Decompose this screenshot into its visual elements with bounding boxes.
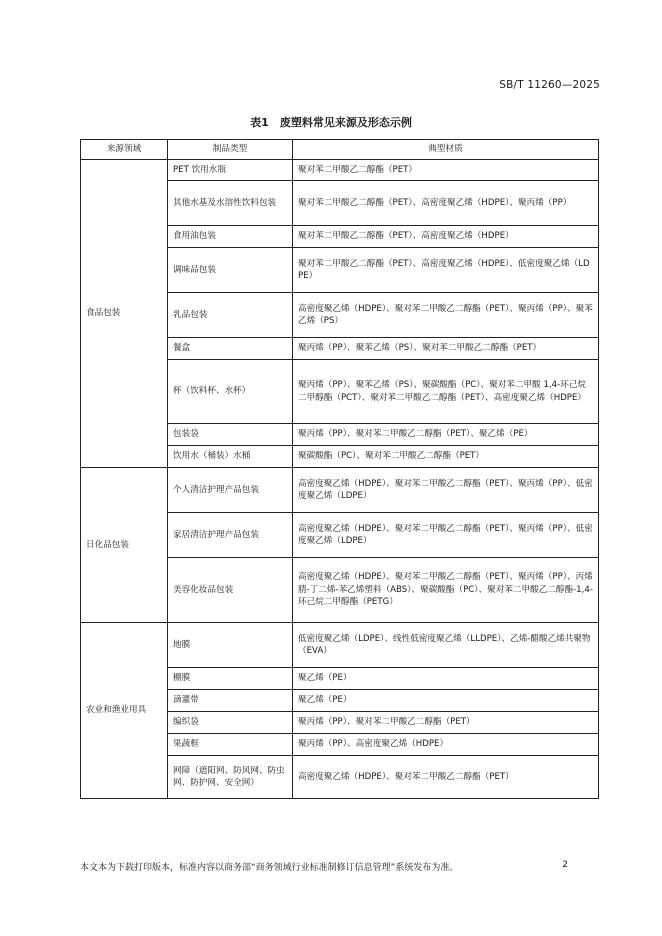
table-row [81, 623, 599, 668]
product-cell: 棚膜 [168, 668, 293, 690]
product-cell: 食用油包装 [168, 226, 293, 248]
product-cell: 网障（遮阳网、防风网、防虫网、防护网、安全网） [168, 756, 293, 799]
column-header-domain: 来源领域 [81, 140, 168, 160]
material-cell: 聚丙烯（PP）、聚苯乙烯（PS）、聚对苯二甲酸乙二醇酯（PET） [293, 338, 599, 360]
product-cell: 地膜 [168, 623, 293, 668]
material-cell: 聚对苯二甲酸乙二醇酯（PET）、高密度聚乙烯（HDPE）、低密度聚乙烯（LDPE） [293, 248, 599, 293]
material-cell: 聚碳酸酯（PC）、聚对苯二甲酸乙二醇酯（PET） [293, 446, 599, 468]
product-cell: 家居清洁护理产品包装 [168, 513, 293, 558]
product-cell: 乳品包装 [168, 293, 293, 338]
table-header-row [81, 140, 599, 160]
material-cell: 聚对苯二甲酸乙二醇酯（PET） [293, 160, 599, 181]
material-cell: 高密度聚乙烯（HDPE）、聚对苯二甲酸乙二醇酯（PET） [293, 756, 599, 799]
product-cell: 编织袋 [168, 712, 293, 734]
product-cell: 餐盒 [168, 338, 293, 360]
table-title: 表1 废塑料常见来源及形态示例 [250, 116, 412, 129]
product-cell: 杯（饮料杯、水杯） [168, 360, 293, 424]
product-cell: 个人清洁护理产品包装 [168, 468, 293, 513]
material-cell: 低密度聚乙烯（LDPE）、线性低密度聚乙烯（LLDPE）、乙烯-醋酸乙烯共聚物（EVA） [293, 623, 599, 668]
material-cell: 聚丙烯（PP）、聚对苯二甲酸乙二醇酯（PET）、聚乙烯（PE） [293, 424, 599, 446]
material-cell: 聚丙烯（PP）、聚苯乙烯（PS）、聚碳酸酯（PC）、聚对苯二甲酸 1,4-环己烷二甲醇酯（PCT）、聚对苯二甲酸乙二醇酯（PET）、高密度聚乙烯（HDPE） [293, 360, 599, 424]
plastic-source-table [80, 139, 599, 799]
domain-cell: 日化品包装 [81, 468, 168, 623]
table-row [81, 468, 599, 513]
material-cell: 聚对苯二甲酸乙二醇酯（PET）、高密度聚乙烯（HDPE） [293, 226, 599, 248]
material-cell: 高密度聚乙烯（HDPE）、聚对苯二甲酸乙二醇酯（PET）、聚丙烯（PP）、低密度聚乙烯（LDPE） [293, 513, 599, 558]
material-cell: 聚乙烯（PE） [293, 668, 599, 690]
page-footer [80, 860, 598, 873]
product-cell: 其他水基及水溶性饮料包装 [168, 181, 293, 226]
material-cell: 高密度聚乙烯（HDPE）、聚对苯二甲酸乙二醇酯（PET）、聚丙烯（PP）、聚苯乙烯（PS） [293, 293, 599, 338]
footer-note: 本文本为下载打印版本，标准内容以商务部“商务领域行业标准制修订信息管理”系统发布为准。 [80, 863, 459, 873]
product-cell: 包装袋 [168, 424, 293, 446]
material-cell: 聚乙烯（PE） [293, 690, 599, 712]
table-row [81, 160, 599, 181]
product-cell: 果蔬框 [168, 734, 293, 756]
product-cell: PET 饮用水瓶 [168, 160, 293, 181]
material-cell: 聚丙烯（PP）、高密度聚乙烯（HDPE） [293, 734, 599, 756]
material-cell: 高密度聚乙烯（HDPE）、聚对苯二甲酸乙二醇酯（PET）、聚丙烯（PP）、丙烯腈-丁二烯-苯乙烯塑料（ABS）、聚碳酸酯（PC）、聚对苯二甲酸乙二醇酯-1,4-环己烷二甲醇酯（PETG） [293, 558, 599, 623]
material-cell: 高密度聚乙烯（HDPE）、聚对苯二甲酸乙二醇酯（PET）、聚丙烯（PP）、低密度聚乙烯（LDPE） [293, 468, 599, 513]
material-cell: 聚对苯二甲酸乙二醇酯（PET）、高密度聚乙烯（HDPE）、聚丙烯（PP） [293, 181, 599, 226]
product-cell: 调味品包装 [168, 248, 293, 293]
product-cell: 美容化妆品包装 [168, 558, 293, 623]
standard-code: SB/T 11260—2025 [499, 79, 600, 91]
domain-cell: 食品包装 [81, 160, 168, 468]
column-header-material: 典型材质 [293, 140, 599, 160]
domain-cell: 农业和渔业用具 [81, 623, 168, 799]
page-number: 2 [562, 860, 568, 870]
column-header-product: 制品类型 [168, 140, 293, 160]
product-cell: 滴灌带 [168, 690, 293, 712]
material-cell: 聚丙烯（PP）、聚对苯二甲酸乙二醇酯（PET） [293, 712, 599, 734]
product-cell: 饮用水（桶装）水桶 [168, 446, 293, 468]
